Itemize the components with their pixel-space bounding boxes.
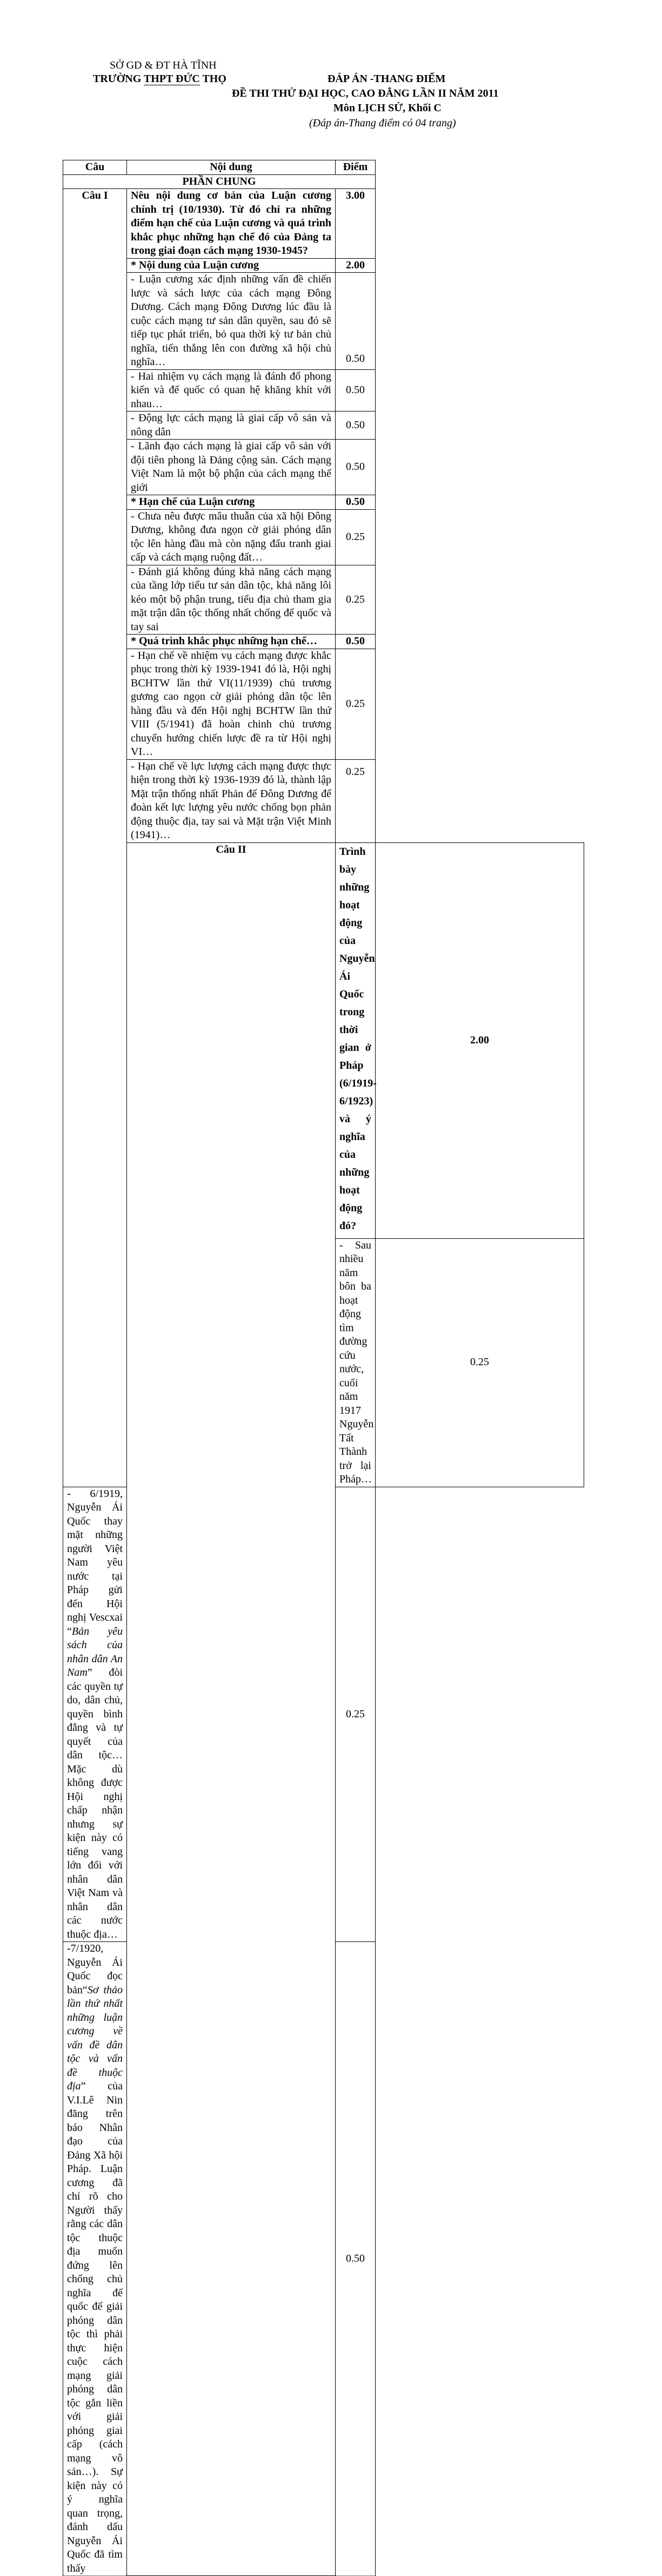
answer-score: 0.25 xyxy=(376,1238,584,1487)
table-header-row xyxy=(63,160,584,175)
answer-score: 0.25 xyxy=(336,1487,376,1942)
table-row xyxy=(63,649,584,759)
section-score: 2.00 xyxy=(336,258,376,273)
department-name: SỞ GD & ĐT HÀ TĨNH xyxy=(110,59,217,71)
col-header-cau: Câu xyxy=(63,160,127,175)
section-heading-row xyxy=(63,258,584,273)
question-row xyxy=(63,842,584,1238)
question-label: Câu II xyxy=(127,842,336,2576)
section-heading-row xyxy=(63,495,584,510)
section-heading: * Nội dung của Luận cương xyxy=(127,258,336,273)
answer-score: 0.50 xyxy=(336,369,376,412)
answer-text: - Hai nhiệm vụ cách mạng là đánh đổ phong kiến và đế quốc có quan hệ khăng khít với nhau… xyxy=(127,369,336,412)
answer-text: - Chưa nêu được mâu thuẫn của xã hội Đông Dương, không đưa ngọn cờ giải phóng dân tộc lên hàng đầu mà còn nặng đấu tranh giai cấp và cách mạng ruộng đất… xyxy=(127,509,336,565)
answer-text-a: - 6/1919, Nguyễn Ái Quốc thay mặt những người Việt Nam yêu nước tại Pháp gửi đến Hội nghị Vescxai “ xyxy=(67,1487,123,1637)
answer-text: - Hạn chế về lực lượng cách mạng được thực hiện trong thời kỳ 1936-1939 đó là, thành lập Mặt trận thống nhất Phản đế Đông Dương để đoàn kết lực lượng yêu nước chống bọn phản động thuộc địa, tay sai và Mặt trận Việt Minh (1941)… xyxy=(127,759,336,842)
table-row xyxy=(63,565,584,635)
answer-score: 0.25 xyxy=(336,565,376,635)
question-score: 2.00 xyxy=(376,842,584,1238)
school-name xyxy=(93,72,226,85)
table-row xyxy=(63,273,584,370)
col-header-content: Nội dung xyxy=(127,160,336,175)
answer-text xyxy=(63,1942,127,2576)
answer-score: 0.50 xyxy=(336,273,376,370)
answer-text-c: ” đòi các quyền tự do, dân chủ, quyền bình đẳng và tự quyết của dân tộc…Mặc dù không được Hội nghị chấp nhận nhưng sự kiện này có tiếng vang lớn đối với nhân dân Việt Nam và nhân dân các nước thuộc địa… xyxy=(67,1667,123,1940)
answer-score: 0.25 xyxy=(336,509,376,565)
section-score: 0.50 xyxy=(336,635,376,649)
question-label: Câu I xyxy=(63,189,127,1487)
col-header-score: Điểm xyxy=(336,160,376,175)
section-title: PHẦN CHUNG xyxy=(63,174,376,189)
answer-text: - Động lực cách mạng là giai cấp vô sản và nông dân xyxy=(127,412,336,440)
question-row xyxy=(63,189,584,259)
document-title: ĐÁP ÁN -THANG ĐIỂM xyxy=(327,73,446,85)
school-suffix: THỌ xyxy=(199,73,226,85)
section-heading: * Quá trình khắc phục những hạn chế… xyxy=(127,635,336,649)
answer-text: - Đánh giá không đúng khả năng cách mạng của tầng lớp tiểu tư sản dân tộc, khả năng lôi kéo một bộ phận trung, tiểu địa chủ tham gia mặt trận dân tộc thống nhất chống đế quốc và tay sai xyxy=(127,565,336,635)
school-prefix: TRƯỜNG xyxy=(93,73,144,85)
answer-text-italic: Sơ thảo lần thứ nhất những luận cương về vấn đề dân tộc và vấn đề thuộc địa xyxy=(67,1984,123,2092)
question-score: 3.00 xyxy=(336,189,376,259)
question-text: Nêu nội dung cơ bản của Luận cương chính trị (10/1930). Từ đó chỉ ra những điểm hạn chế của Luận cương và quá trình khắc phục những hạn chế đó của Đảng ta trong giai đoạn cách mạng 1930-1945? xyxy=(127,189,336,259)
question-text: Trình bày những hoạt động của Nguyễn Ái Quốc trong thời gian ở Pháp (6/1919-6/1923) và ý nghĩa của những hoạt động đó? xyxy=(336,842,376,1238)
school-underlined: THPT ĐỨC xyxy=(143,73,200,85)
section-heading-row xyxy=(63,635,584,649)
table-row xyxy=(63,369,584,412)
table-row xyxy=(63,509,584,565)
answer-text-italic: Bản yêu sách của nhân dân An Nam xyxy=(67,1625,123,1678)
section-heading: * Hạn chế của Luận cương xyxy=(127,495,336,510)
exam-title: ĐỀ THI THỬ ĐẠI HỌC, CAO ĐẲNG LẦN II NĂM 2011 xyxy=(232,87,499,99)
answer-text-c: ” của V.I.Lê Nin đăng trên báo Nhân đạo của Đảng Xã hội Pháp. Luận cương đã chỉ rõ cho Người thấy rằng các dân tộc thuộc địa muốn đứng lên chống chủ nghĩa đế quốc để giải phóng dân tộc thì phải thực hiện cuộc cách mạng giải phóng dân tộc gắn liền với giải phóng giai cấp (cách mạng vô sản…). Sự kiện này có ý nghĩa quan trọng, đánh dấu Nguyễn Ái Quốc đã tìm thấy xyxy=(67,2080,123,2574)
table-row xyxy=(63,759,584,842)
answer-text: - Hạn chế về nhiệm vụ cách mạng được khắc phục trong thời kỳ 1939-1941 đó là, Hội nghị BCHTW lần thứ VI(11/1939) chủ trương gương cao ngọn cờ giải phóng dân tộc lên hàng đầu và đến Hội nghị BCHTW lần thứ VIII (5/1941) đã hoàn chinh chủ trương chuyển hướng chiến lược đề ra từ Hội nghị VI… xyxy=(127,649,336,759)
answer-table xyxy=(63,160,584,2576)
section-row xyxy=(63,174,584,189)
answer-score: 0.50 xyxy=(336,440,376,495)
answer-text xyxy=(63,1487,127,1942)
answer-score: 0.50 xyxy=(336,412,376,440)
answer-text-a: -7/1920, Nguyễn Ái Quốc đọc bản“ xyxy=(67,1943,123,1996)
section-score: 0.50 xyxy=(336,495,376,510)
table-row xyxy=(63,440,584,495)
answer-text: - Lãnh đạo cách mạng là giai cấp vô sản với đội tiên phong là Đảng cộng sản. Cách mạng Việt Nam là một bộ phận của cách mạng thế giới xyxy=(127,440,336,495)
answer-text: - Luận cương xác định những vấn đề chiến lược và sách lược của cách mạng Đông Dương. Cách mạng Đông Dương lúc đầu là cuộc cách mạng tư sản dân quyền, sau đó sẽ tiếp tục phát triển, bỏ qua thời kỳ tư bản chủ nghĩa, tiến thẳng lên con đường xã hội chủ nghĩa… xyxy=(127,273,336,370)
answer-score: 0.25 xyxy=(336,649,376,759)
answer-score: 0.25 xyxy=(336,759,376,842)
table-row xyxy=(63,412,584,440)
subject-title: Môn LỊCH SỬ, Khối C xyxy=(333,102,442,114)
answer-score: 0.50 xyxy=(336,1942,376,2576)
answer-text: - Sau nhiều năm bôn ba hoạt động tìm đường cứu nước, cuối năm 1917 Nguyễn Tất Thành trở lại Pháp… xyxy=(336,1238,376,1487)
page-note: (Đáp án-Thang điểm có 04 trang) xyxy=(309,117,456,129)
